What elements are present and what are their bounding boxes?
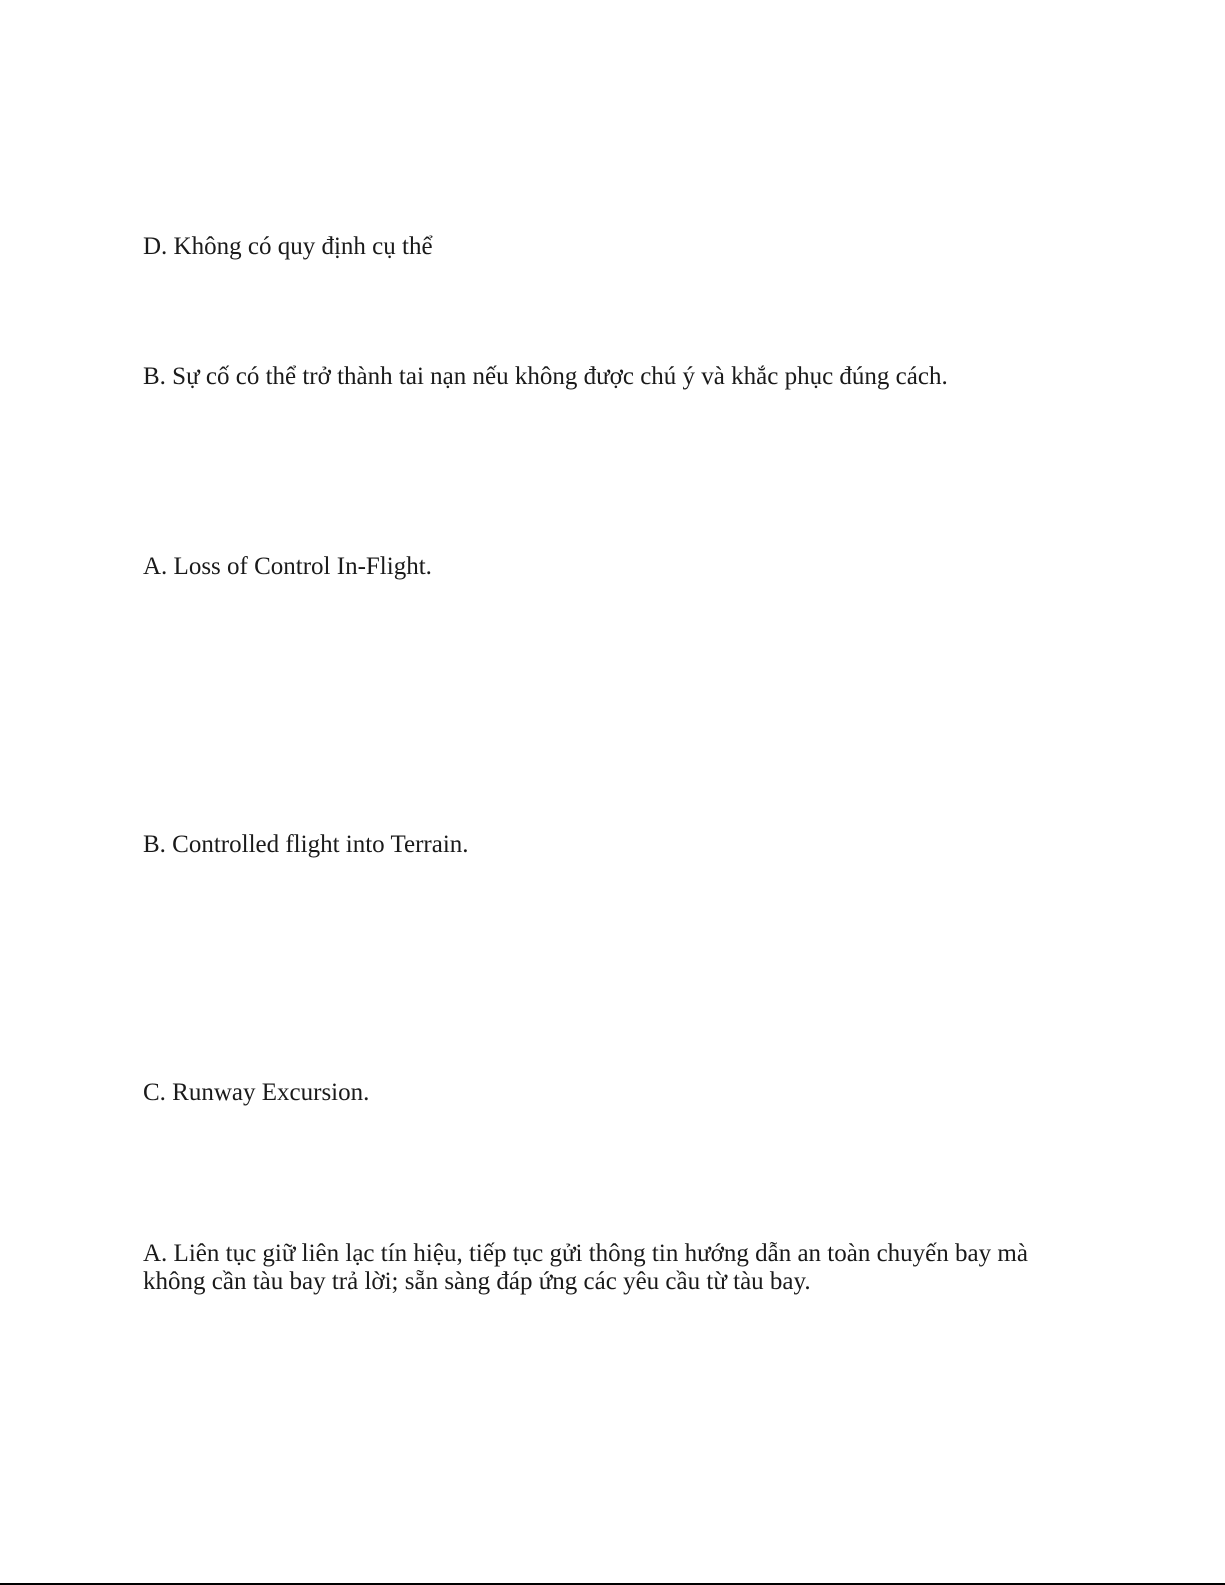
answer-option: B. Sự cố có thể trở thành tai nạn nếu không được chú ý và khắc phục đúng cách.	[143, 363, 948, 390]
answer-option: A. Liên tục giữ liên lạc tín hiệu, tiếp tục gửi thông tin hướng dẫn an toàn chuyến bay mà không cần tàu bay trả lời; sẵn sàng đáp ứng các yêu cầu từ tàu bay.	[143, 1240, 1028, 1295]
answer-option: A. Loss of Control In-Flight.	[143, 553, 432, 580]
answer-option: B. Controlled flight into Terrain.	[143, 831, 469, 858]
answer-option: C. Runway Excursion.	[143, 1079, 370, 1106]
answer-option: D. Không có quy định cụ thể	[143, 233, 433, 260]
